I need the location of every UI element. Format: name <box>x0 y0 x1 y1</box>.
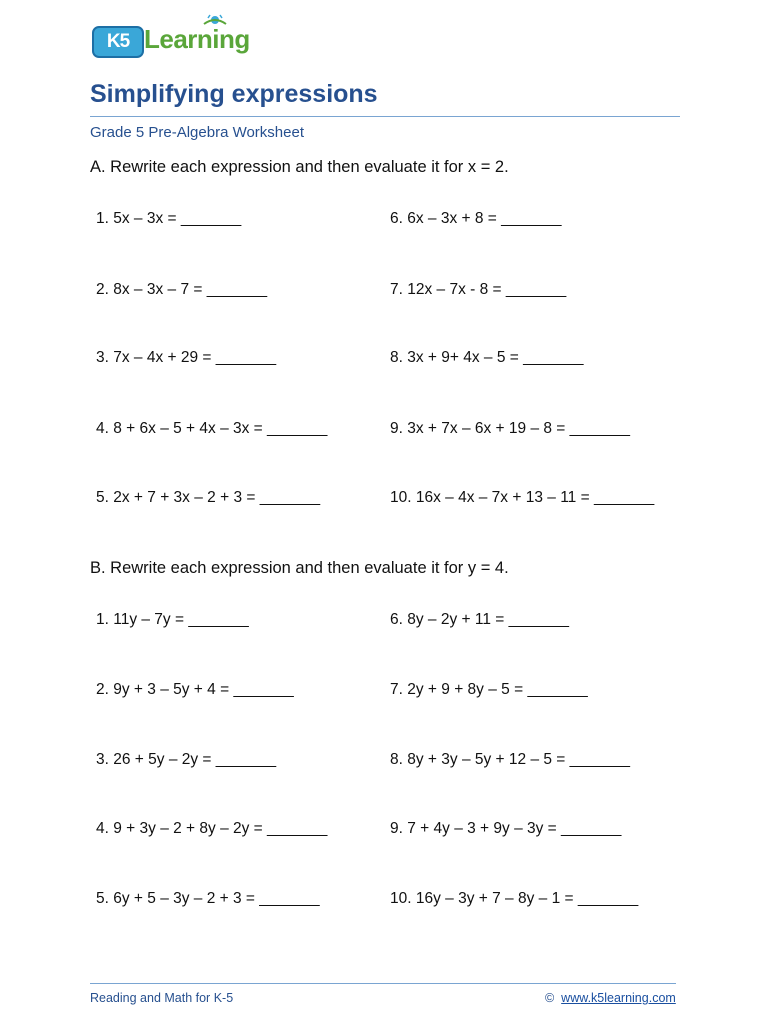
logo-figure-icon <box>200 14 230 34</box>
problem-a-7: 7. 12x – 7x - 8 = _______ <box>390 281 567 298</box>
problem-b-5: 5. 6y + 5 – 3y – 2 + 3 = _______ <box>96 890 320 907</box>
problem-a-10: 10. 16x – 4x – 7x + 13 – 11 = _______ <box>390 489 655 506</box>
problem-b-6: 6. 8y – 2y + 11 = _______ <box>390 611 569 628</box>
problem-a-4: 4. 8 + 6x – 5 + 4x – 3x = _______ <box>96 420 328 437</box>
footer-website-link[interactable]: www.k5learning.com <box>561 991 676 1005</box>
k5-learning-logo <box>92 14 262 58</box>
footer-tagline: Reading and Math for K-5 <box>90 991 234 1005</box>
problem-a-3: 3. 7x – 4x + 29 = _______ <box>96 349 277 366</box>
problem-a-2: 2. 8x – 3x – 7 = _______ <box>96 281 268 298</box>
problem-b-9: 9. 7 + 4y – 3 + 9y – 3y = _______ <box>390 820 622 837</box>
problem-b-4: 4. 9 + 3y – 2 + 8y – 2y = _______ <box>96 820 328 837</box>
footer-copyright <box>545 991 676 1005</box>
logo-badge: K5 <box>92 26 144 58</box>
problem-a-8: 8. 3x + 9+ 4x – 5 = _______ <box>390 349 584 366</box>
problem-b-3: 3. 26 + 5y – 2y = _______ <box>96 751 277 768</box>
worksheet-subtitle: Grade 5 Pre-Algebra Worksheet <box>90 124 304 141</box>
copyright-symbol: © <box>545 991 555 1005</box>
problem-b-2: 2. 9y + 3 – 5y + 4 = _______ <box>96 681 294 698</box>
section-a-instruction: A. Rewrite each expression and then evaluate it for x = 2. <box>90 158 509 176</box>
problem-a-1: 1. 5x – 3x = _______ <box>96 210 242 227</box>
title-divider <box>90 116 680 117</box>
problem-b-8: 8. 8y + 3y – 5y + 12 – 5 = _______ <box>390 751 631 768</box>
section-b-instruction: B. Rewrite each expression and then evaluate it for y = 4. <box>90 559 509 577</box>
logo-word: Learning <box>144 24 250 54</box>
page-title: Simplifying expressions <box>90 80 378 108</box>
footer-divider <box>90 983 676 984</box>
problem-b-10: 10. 16y – 3y + 7 – 8y – 1 = _______ <box>390 890 639 907</box>
problem-a-6: 6. 6x – 3x + 8 = _______ <box>390 210 562 227</box>
problem-a-9: 9. 3x + 7x – 6x + 19 – 8 = _______ <box>390 420 631 437</box>
problem-b-1: 1. 11y – 7y = _______ <box>96 611 249 628</box>
problem-a-5: 5. 2x + 7 + 3x – 2 + 3 = _______ <box>96 489 321 506</box>
problem-b-7: 7. 2y + 9 + 8y – 5 = _______ <box>390 681 588 698</box>
